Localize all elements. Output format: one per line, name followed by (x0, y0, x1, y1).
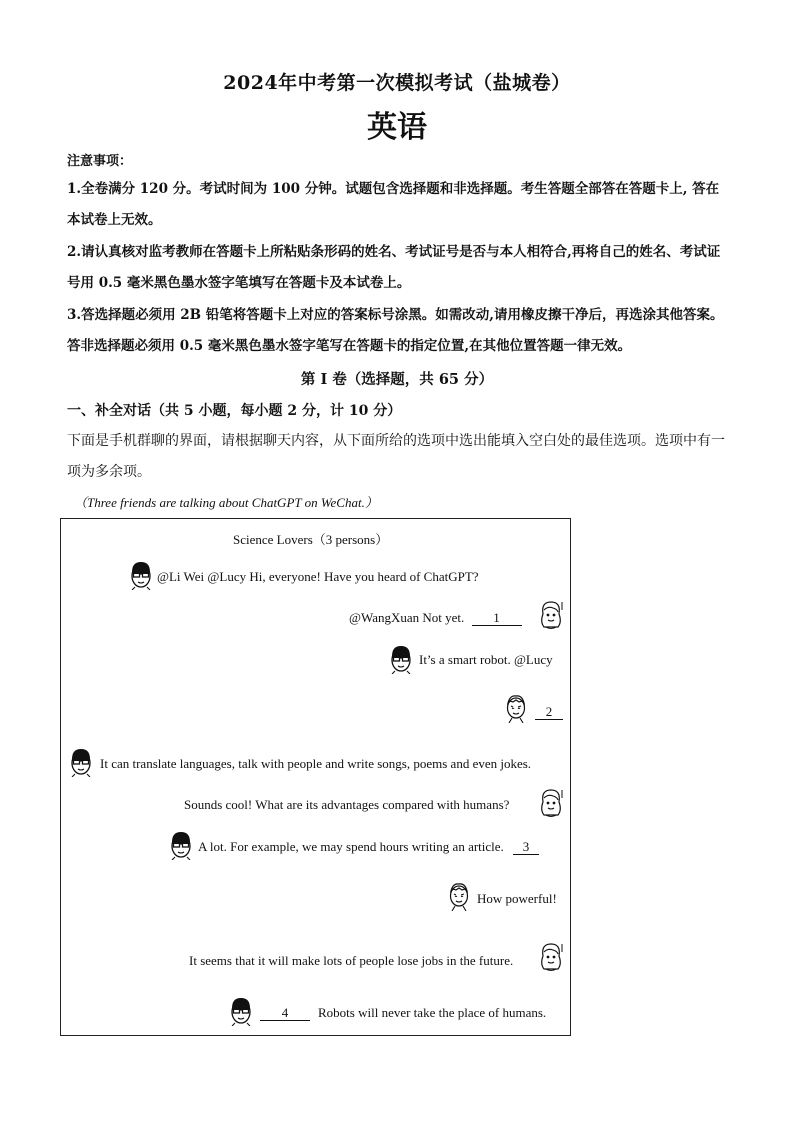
note-item-2: 2.请认真核对监考教师在答题卡上所粘贴条形码的姓名、考试证号是否与本人相符合,再将自己的姓名、考试证号用 0.5 毫米黑色墨水签字笔填写在答题卡及本试卷上。 (67, 244, 721, 291)
chat-message-10: 4 Robots will never take the place of humans. (260, 1004, 546, 1022)
answer-blank-1[interactable]: 1 (472, 610, 522, 626)
chat-message-4 (535, 703, 563, 721)
boy-with-glasses-avatar-icon (168, 830, 194, 860)
chat-message-6: Sounds cool! What are its advantages compared with humans? (184, 797, 510, 812)
notes-heading: 注意事项： (67, 154, 133, 169)
boy-with-glasses-avatar-icon (68, 747, 94, 777)
part-title: 第 I 卷（选择题，共 65 分） (300, 371, 494, 388)
boy-with-glasses-avatar-icon (388, 644, 414, 674)
exam-subject: 英语 (367, 110, 427, 145)
girl-avatar-icon (538, 788, 564, 818)
girl-avatar-icon (538, 600, 564, 630)
boy-with-glasses-avatar-icon (128, 560, 154, 590)
chat-message-3: It’s a smart robot. @Lucy (419, 652, 553, 667)
section-instructions: 下面是手机群聊的界面，请根据聊天内容，从下面所给的选项中选出能填入空白处的最佳选项。选项中有一项为多余项。 (67, 433, 725, 480)
chat-message-9: It seems that it will make lots of people lose jobs in the future. (189, 953, 514, 968)
section-title: 一、补全对话（共 5 小题，每小题 2 分，计 10 分） (67, 403, 402, 419)
chat-message-2: @WangXuan Not yet. 1 (349, 609, 522, 627)
boy-avatar-icon (446, 881, 472, 911)
answer-blank-3[interactable]: 3 (513, 839, 539, 855)
dialogue-context: （Three friends are talking about ChatGPT on WeChat.） (74, 495, 378, 510)
chat-group-title: Science Lovers（3 persons） (233, 532, 389, 547)
chat-message-1: @Li Wei @Lucy Hi, everyone! Have you heard of ChatGPT? (157, 569, 479, 584)
answer-blank-2[interactable]: 2 (535, 704, 563, 720)
chat-message-7: A lot. For example, we may spend hours writing an article. 3 (198, 838, 539, 856)
answer-blank-4[interactable]: 4 (260, 1005, 310, 1021)
boy-with-glasses-avatar-icon (228, 996, 254, 1026)
exam-title: 2024年中考第一次模拟考试（盐城卷） (223, 72, 571, 94)
note-item-1: 1.全卷满分 120 分。考试时间为 100 分钟。试题包含选择题和非选择题。考生答题全部答在答题卡上, 答在本试卷上无效。 (67, 181, 720, 228)
chat-message-8: How powerful! (477, 891, 557, 906)
note-item-3: 3.答选择题必须用 2B 铅笔将答题卡上对应的答案标号涂黑。如需改动,请用橡皮擦干净后，再选涂其他答案。答非选择题必须用 0.5 毫米黑色墨水签字笔写在答题卡的指定位置,在其他位置答题一律无效。 (67, 307, 724, 354)
girl-avatar-icon (538, 942, 564, 972)
chat-message-5: It can translate languages, talk with people and write songs, poems and even jokes. (100, 756, 532, 771)
boy-avatar-icon (503, 693, 529, 723)
